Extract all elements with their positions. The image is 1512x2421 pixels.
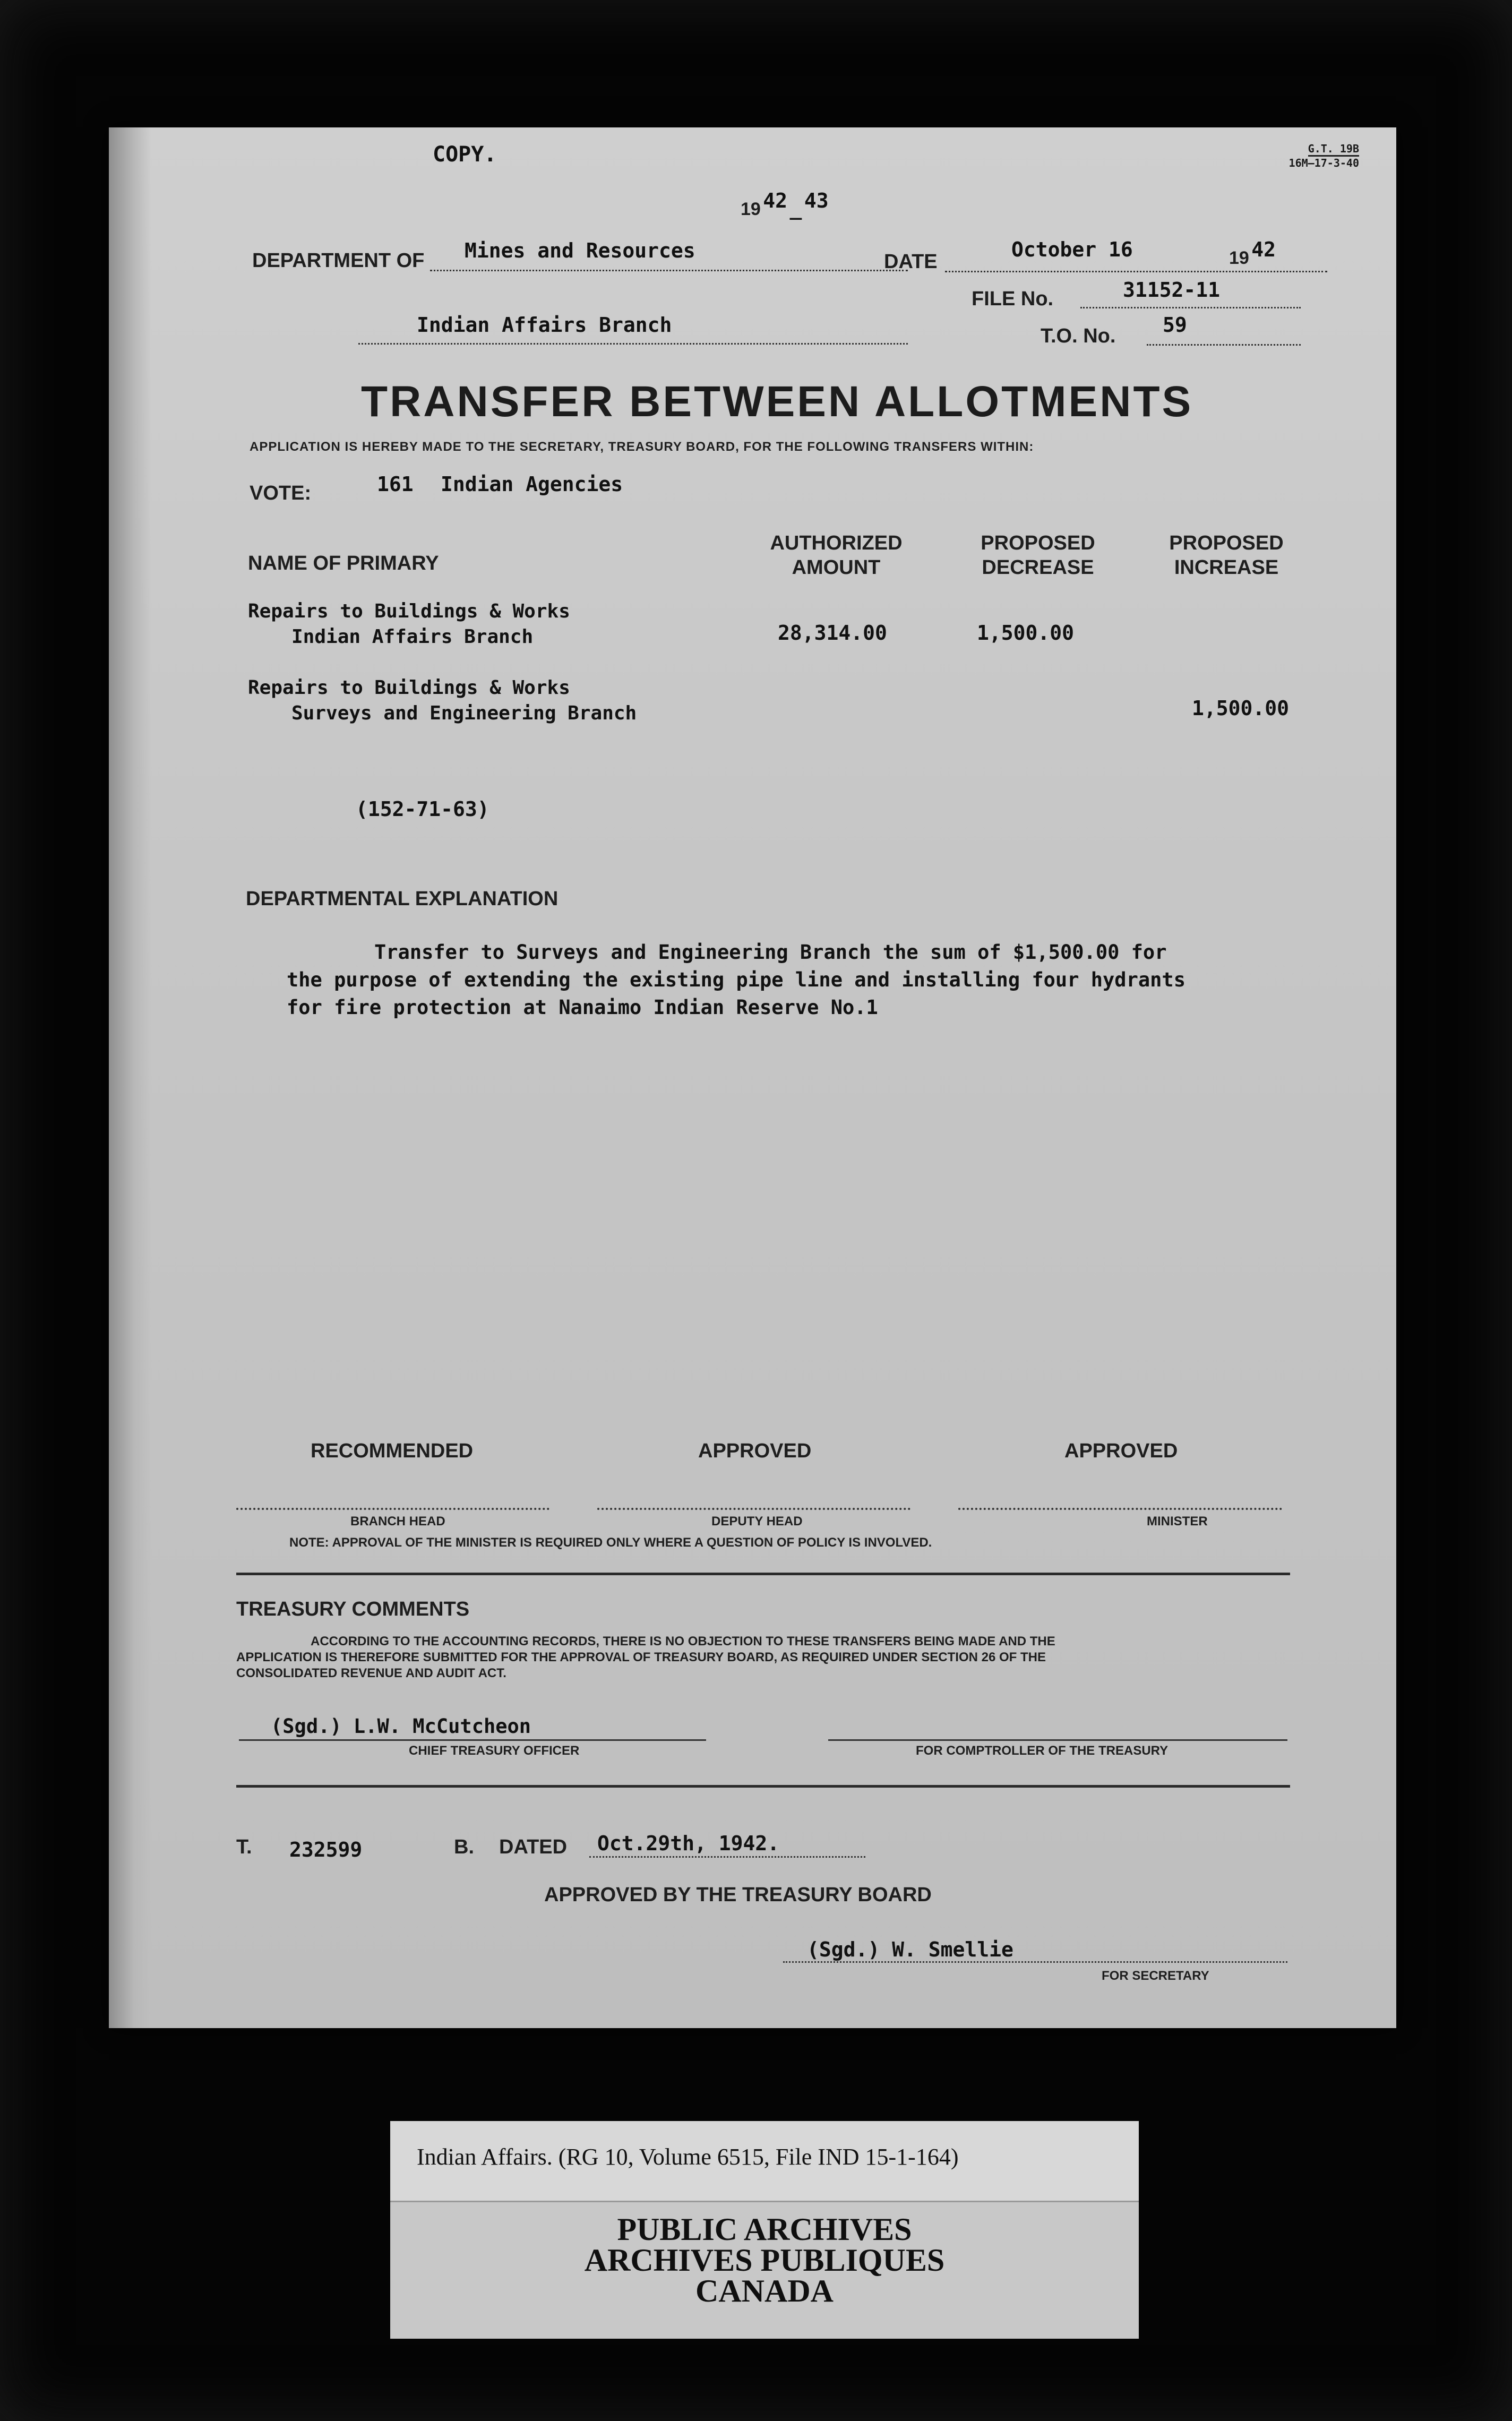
file-no-label: FILE No. [972,288,1054,310]
col-increase-line2: INCREASE [1174,556,1279,579]
archive-stamp-line3: CANADA [695,2273,834,2308]
b-label: B. [454,1836,474,1858]
explanation-line2: the purpose of extending the existing pipe line and installing four hydrants [287,968,1185,991]
for-secretary-label: FOR SECRETARY [1102,1969,1209,1983]
row-increase: 1,500.00 [1192,697,1290,720]
archive-stamp-line1: PUBLIC ARCHIVES [617,2212,912,2247]
form-code-main: G.T. 19B [1308,142,1359,157]
fiscal-year-sep: _ [789,196,802,220]
col-authorized-line2: AMOUNT [792,556,881,579]
row-decrease: 1,500.00 [977,621,1075,645]
dated-value: Oct.29th, 1942. [597,1832,780,1855]
fiscal-year-prefix: 19 [741,199,761,219]
deputy-head-label: DEPUTY HEAD [711,1514,803,1529]
approved-minister-label: APPROVED [1064,1440,1178,1462]
vote-number: 161 [377,473,414,496]
col-authorized-line1: AUTHORIZED [770,532,903,554]
col-decrease-line2: DECREASE [982,556,1094,579]
form-code-sub: 16M—17-3-40 [1288,157,1359,169]
row-primary-line1: Repairs to Buildings & Works [248,600,570,622]
treasury-text-1: ACCORDING TO THE ACCOUNTING RECORDS, THERE IS NO OBJECTION TO THESE TRANSFERS BEING MADE AND THE [311,1634,1055,1649]
to-no-label: T.O. No. [1041,325,1116,347]
department-value: Mines and Resources [465,239,695,262]
explanation-heading: DEPARTMENTAL EXPLANATION [246,888,559,910]
minister-label: MINISTER [1147,1514,1208,1529]
treasury-text-3: CONSOLIDATED REVENUE AND AUDIT ACT. [236,1666,506,1680]
explanation-line3: for fire protection at Nanaimo Indian Reserve No.1 [287,996,878,1019]
row-primary-line1: Repairs to Buildings & Works [248,677,570,699]
recommended-label: RECOMMENDED [311,1440,474,1462]
row-primary-line2: Surveys and Engineering Branch [291,702,637,724]
branch-value: Indian Affairs Branch [417,313,672,337]
application-text: APPLICATION IS HEREBY MADE TO THE SECRETARY, TREASURY BOARD, FOR THE FOLLOWING TRANSFERS WITHIN: [250,440,1034,454]
comptroller-label: FOR COMPTROLLER OF THE TREASURY [916,1744,1169,1758]
fiscal-year-b: 43 [804,189,829,212]
vote-name: Indian Agencies [441,473,623,496]
col-primary-header: NAME OF PRIMARY [248,552,439,574]
dated-label: DATED [499,1836,568,1858]
col-decrease-line1: PROPOSED [981,532,1095,554]
vote-label: VOTE: [250,482,312,504]
chief-officer-label: CHIEF TREASURY OFFICER [409,1744,580,1758]
form-title: TRANSFER BETWEEN ALLOTMENTS [361,377,1193,426]
explanation-line1: Transfer to Surveys and Engineering Branch the sum of $1,500.00 for [374,941,1167,964]
file-no-value: 31152-11 [1123,278,1221,302]
treasury-text-2: APPLICATION IS THEREFORE SUBMITTED FOR THE APPROVAL OF TREASURY BOARD, AS REQUIRED UNDER SECTION 26 OF THE [236,1650,1046,1664]
chief-officer-signature: (Sgd.) L.W. McCutcheon [271,1715,531,1738]
archive-reference: Indian Affairs. (RG 10, Volume 6515, File IND 15-1-164) [417,2144,959,2170]
row-authorized: 28,314.00 [778,621,887,645]
approved-by-board: APPROVED BY THE TREASURY BOARD [544,1884,932,1906]
minister-approval-note: NOTE: APPROVAL OF THE MINISTER IS REQUIRED ONLY WHERE A QUESTION OF POLICY IS INVOLVED. [289,1535,932,1550]
to-no-value: 59 [1163,313,1187,337]
date-label: DATE [884,251,938,273]
copy-mark: COPY. [433,142,497,167]
row-primary-line2: Indian Affairs Branch [291,626,534,648]
date-value: October 16 [1011,238,1133,261]
approved-deputy-label: APPROVED [698,1440,812,1462]
archive-stamp-line2: ARCHIVES PUBLIQUES [584,2243,945,2278]
secretary-signature: (Sgd.) W. Smellie [807,1938,1013,1961]
treasury-comments-heading: TREASURY COMMENTS [236,1598,470,1620]
date-year-value: 42 [1251,238,1276,261]
branch-head-label: BRANCH HEAD [350,1514,445,1529]
department-label: DEPARTMENT OF [252,250,425,272]
t-number: 232599 [289,1838,363,1861]
allotment-reference: (152-71-63) [356,797,489,821]
t-label: T. [236,1836,252,1858]
col-increase-line1: PROPOSED [1169,532,1284,554]
date-year-prefix: 19 [1229,248,1249,268]
fiscal-year-a: 42 [763,189,788,212]
